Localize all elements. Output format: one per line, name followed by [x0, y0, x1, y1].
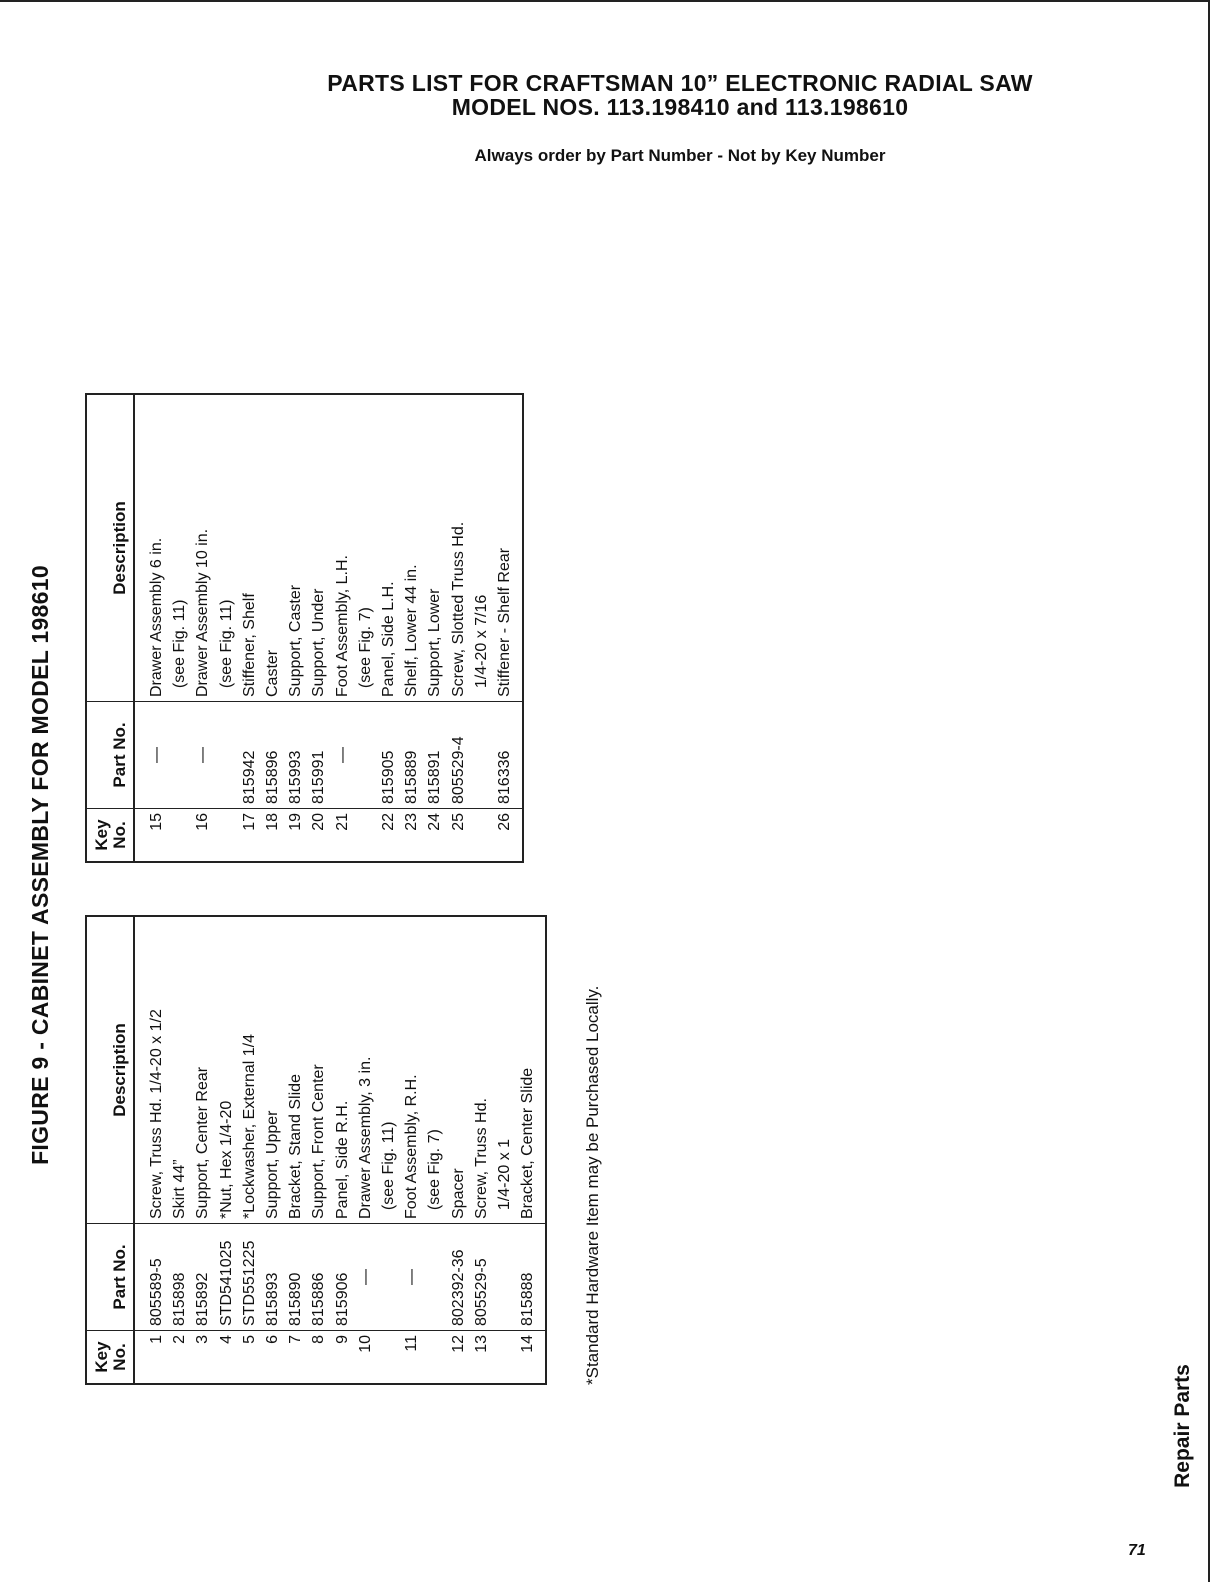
document-title: PARTS LIST FOR CRAFTSMAN 10” ELECTRONIC RADIAL SAW — [327, 70, 1033, 96]
part-no-cell: STD541025 — [215, 1224, 238, 1331]
table-row — [215, 394, 238, 862]
description-cell: Spacer — [449, 1168, 467, 1219]
table-row — [238, 394, 261, 862]
description-cell: Screw, Truss Hd. 1/4-20 x 1/2 — [148, 1009, 165, 1219]
key-no-cell — [377, 1331, 400, 1385]
key-no-cell — [168, 809, 191, 863]
table-row — [134, 916, 168, 1384]
figure-title: FIGURE 9 - CABINET ASSEMBLY FOR MODEL 198610 — [27, 565, 53, 1165]
table-row — [493, 916, 516, 1384]
part-no-cell: 815991 — [307, 702, 330, 809]
top-border-line — [0, 0, 1208, 2]
description-cell: Drawer Assembly 6 in. — [148, 537, 165, 697]
table-row — [377, 916, 400, 1384]
part-no-cell: 805529-4 — [447, 702, 470, 809]
table-row — [470, 394, 493, 862]
part-no-cell: 815888 — [516, 1224, 546, 1331]
key-no-cell: 3 — [191, 1331, 214, 1385]
table-row — [447, 916, 470, 1384]
part-no-cell — [470, 702, 493, 809]
parts-table-right — [85, 393, 524, 863]
table-row — [423, 916, 446, 1384]
parts-table-left-body — [134, 916, 546, 1384]
key-no-cell: 13 — [470, 1331, 493, 1385]
table-row — [261, 394, 284, 862]
description-cell: Panel, Side L.H. — [380, 581, 398, 697]
part-no-cell — [168, 702, 191, 809]
part-no-cell: — — [191, 702, 214, 809]
description-cell: Screw, Slotted Truss Hd. — [449, 521, 467, 697]
key-no-cell: 14 — [516, 1331, 546, 1385]
description-cell: Support, Upper — [264, 1110, 282, 1219]
key-no-cell — [493, 1331, 516, 1385]
description-cell: *Lockwasher, External 1/4 — [240, 1034, 258, 1219]
description-cell: (see Fig. 7) — [426, 1129, 444, 1219]
key-no-cell: 1 — [134, 1331, 168, 1385]
part-no-cell: — — [331, 702, 354, 809]
part-no-cell — [215, 702, 238, 809]
parts-table-right-body — [134, 394, 523, 862]
description-cell: Panel, Side R.H. — [333, 1100, 351, 1219]
key-no-cell: 19 — [284, 809, 307, 863]
table-row — [261, 916, 284, 1384]
description-cell: Support, Front Center — [310, 1064, 328, 1219]
key-no-cell: 7 — [284, 1331, 307, 1385]
part-no-cell: 802392-36 — [447, 1224, 470, 1331]
table-row — [284, 394, 307, 862]
part-no-cell: 815886 — [307, 1224, 330, 1331]
table-row — [400, 394, 423, 862]
table-row — [423, 394, 446, 862]
key-no-header: Key No. — [86, 809, 134, 863]
table-row — [215, 916, 238, 1384]
part-no-cell: — — [400, 1224, 423, 1331]
key-no-header: Key No. — [86, 1331, 134, 1385]
description-cell: Stiffener - Shelf Rear — [496, 547, 514, 697]
table-header-row — [86, 394, 134, 862]
part-no-cell: — — [134, 702, 168, 809]
description-cell: Screw, Truss Hd. — [472, 1098, 490, 1219]
key-no-cell — [354, 809, 377, 863]
table-row — [168, 394, 191, 862]
key-no-cell: 16 — [191, 809, 214, 863]
description-cell: Skirt 44” — [171, 1159, 189, 1219]
part-no-cell: 815898 — [168, 1224, 191, 1331]
model-numbers: MODEL NOS. 113.198410 and 113.198610 — [451, 94, 909, 120]
key-no-cell: 8 — [307, 1331, 330, 1385]
part-no-cell: 815891 — [423, 702, 446, 809]
key-no-cell — [215, 809, 238, 863]
table-row — [447, 394, 470, 862]
description-cell: 1/4-20 x 1 — [496, 1138, 514, 1219]
description-cell: Bracket, Center Slide — [519, 1067, 537, 1219]
right-border-line — [1208, 0, 1210, 1582]
key-no-cell: 2 — [168, 1331, 191, 1385]
rotated-parts-list — [25, 345, 645, 1385]
key-no-cell: 15 — [134, 809, 168, 863]
part-no-cell: 805589-5 — [134, 1224, 168, 1331]
table-row — [331, 394, 354, 862]
page-number: 71 — [1128, 1542, 1146, 1559]
key-no-cell: 10 — [354, 1331, 377, 1385]
key-no-cell — [470, 809, 493, 863]
key-no-cell: 21 — [331, 809, 354, 863]
table-row — [307, 916, 330, 1384]
key-no-cell: 5 — [238, 1331, 261, 1385]
description-cell: Caster — [264, 649, 282, 697]
parts-table-left — [85, 915, 547, 1385]
part-no-cell: 815942 — [238, 702, 261, 809]
description-cell: Support, Lower — [426, 588, 444, 697]
description-cell: (see Fig. 11) — [380, 1121, 398, 1219]
table-row — [191, 916, 214, 1384]
description-cell: Drawer Assembly 10 in. — [194, 528, 212, 697]
description-cell: Drawer Assembly, 3 in. — [356, 1056, 374, 1219]
part-no-cell: 815889 — [400, 702, 423, 809]
description-cell: Bracket, Stand Slide — [287, 1074, 305, 1219]
description-cell: (see Fig. 11) — [171, 599, 189, 697]
table-row — [168, 916, 191, 1384]
part-no-cell — [493, 1224, 516, 1331]
description-cell: (see Fig. 7) — [356, 607, 374, 697]
key-no-cell: 4 — [215, 1331, 238, 1385]
key-no-cell: 18 — [261, 809, 284, 863]
footnote: *Standard Hardware Item may be Purchased Locally. — [583, 985, 602, 1385]
description-cell: Support, Caster — [287, 584, 305, 697]
key-no-cell: 12 — [447, 1331, 470, 1385]
part-no-cell: 815906 — [331, 1224, 354, 1331]
description-cell: Foot Assembly, R.H. — [403, 1074, 421, 1219]
part-no-cell — [423, 1224, 446, 1331]
description-cell: Shelf, Lower 44 in. — [403, 564, 421, 697]
section-label: Repair Parts — [1171, 1364, 1194, 1488]
table-row — [516, 916, 546, 1384]
part-no-cell: — — [354, 1224, 377, 1331]
key-no-cell: 26 — [493, 809, 523, 863]
key-no-cell: 24 — [423, 809, 446, 863]
table-header-row — [86, 916, 134, 1384]
description-cell: Support, Center Rear — [194, 1066, 212, 1219]
table-row — [191, 394, 214, 862]
table-row — [493, 394, 523, 862]
table-row — [377, 394, 400, 862]
part-no-header: Part No. — [86, 702, 134, 809]
part-no-cell: STD551225 — [238, 1224, 261, 1331]
table-row — [307, 394, 330, 862]
table-row — [400, 916, 423, 1384]
key-no-cell: 23 — [400, 809, 423, 863]
description-cell: (see Fig. 11) — [217, 599, 235, 697]
key-no-cell: 6 — [261, 1331, 284, 1385]
description-header: Description — [86, 916, 134, 1224]
description-cell: Stiffener, Shelf — [240, 593, 258, 697]
key-no-cell: 25 — [447, 809, 470, 863]
key-no-cell: 22 — [377, 809, 400, 863]
part-no-cell — [377, 1224, 400, 1331]
description-cell: *Nut, Hex 1/4-20 — [217, 1100, 235, 1219]
key-no-cell: 9 — [331, 1331, 354, 1385]
table-row — [238, 916, 261, 1384]
key-no-cell — [423, 1331, 446, 1385]
part-no-header: Part No. — [86, 1224, 134, 1331]
order-note: Always order by Part Number - Not by Key Number — [474, 146, 886, 165]
part-no-cell: 805529-5 — [470, 1224, 493, 1331]
part-no-cell: 815892 — [191, 1224, 214, 1331]
part-no-cell: 815905 — [377, 702, 400, 809]
key-no-cell: 17 — [238, 809, 261, 863]
table-row — [134, 394, 168, 862]
table-row — [354, 394, 377, 862]
table-row — [284, 916, 307, 1384]
part-no-cell: 815993 — [284, 702, 307, 809]
table-row — [354, 916, 377, 1384]
key-no-cell: 11 — [400, 1331, 423, 1385]
description-cell: Foot Assembly, L.H. — [333, 555, 351, 697]
description-header: Description — [86, 394, 134, 702]
part-no-cell: 815890 — [284, 1224, 307, 1331]
part-no-cell: 816336 — [493, 702, 523, 809]
part-no-cell: 815893 — [261, 1224, 284, 1331]
table-row — [331, 916, 354, 1384]
table-row — [470, 916, 493, 1384]
description-cell: Support, Under — [310, 588, 328, 697]
part-no-cell — [354, 702, 377, 809]
part-no-cell: 815896 — [261, 702, 284, 809]
key-no-cell: 20 — [307, 809, 330, 863]
description-cell: 1/4-20 x 7/16 — [472, 594, 490, 697]
